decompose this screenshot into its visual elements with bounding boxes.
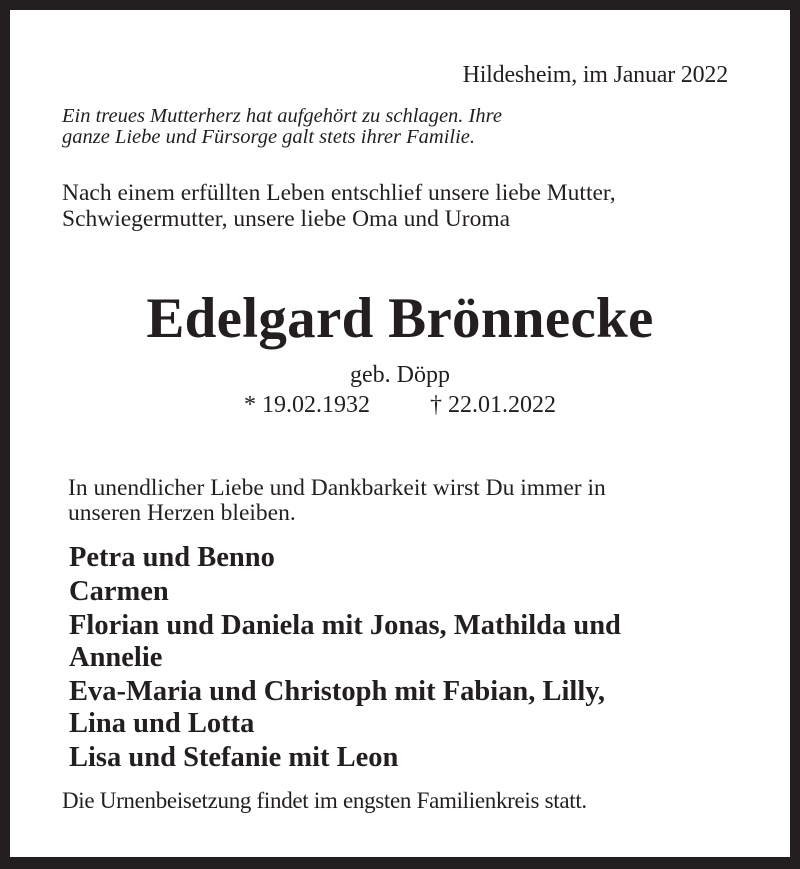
birth-name: geb. Döpp <box>350 362 450 388</box>
intro-text: Nach einem erfüllten Leben entschlief unsere liebe Mutter, Schwiegermutter, unsere liebe Oma und Uroma <box>62 180 616 232</box>
mourner-entry: Petra und Benno <box>69 542 275 573</box>
mourner-entry: Carmen <box>69 576 169 607</box>
mourners-list <box>69 542 621 776</box>
death-date: † 22.01.2022 <box>430 392 556 418</box>
mourner-entry: Lisa und Stefanie mit Leon <box>69 742 399 773</box>
burial-note: Die Urnenbeisetzung findet im engsten Familienkreis statt. <box>62 788 587 813</box>
birth-date: * 19.02.1932 <box>244 392 370 418</box>
deceased-name: Edelgard Brönnecke <box>146 287 654 350</box>
life-dates <box>10 392 790 419</box>
place-and-date: Hildesheim, im Januar 2022 <box>462 62 728 88</box>
motto-quote: Ein treues Mutterherz hat aufgehört zu schlagen. Ihre ganze Liebe und Fürsorge galt stets ihrer Familie. <box>62 105 502 148</box>
closing-text: In unendlicher Liebe und Dankbarkeit wirst Du immer in unseren Herzen bleiben. <box>68 475 606 526</box>
mourner-entry: Eva-Maria und Christoph mit Fabian, Lilly, Lina und Lotta <box>69 676 606 739</box>
obituary-notice <box>10 10 790 857</box>
mourner-entry: Florian und Daniela mit Jonas, Mathilda und Annelie <box>69 610 621 673</box>
